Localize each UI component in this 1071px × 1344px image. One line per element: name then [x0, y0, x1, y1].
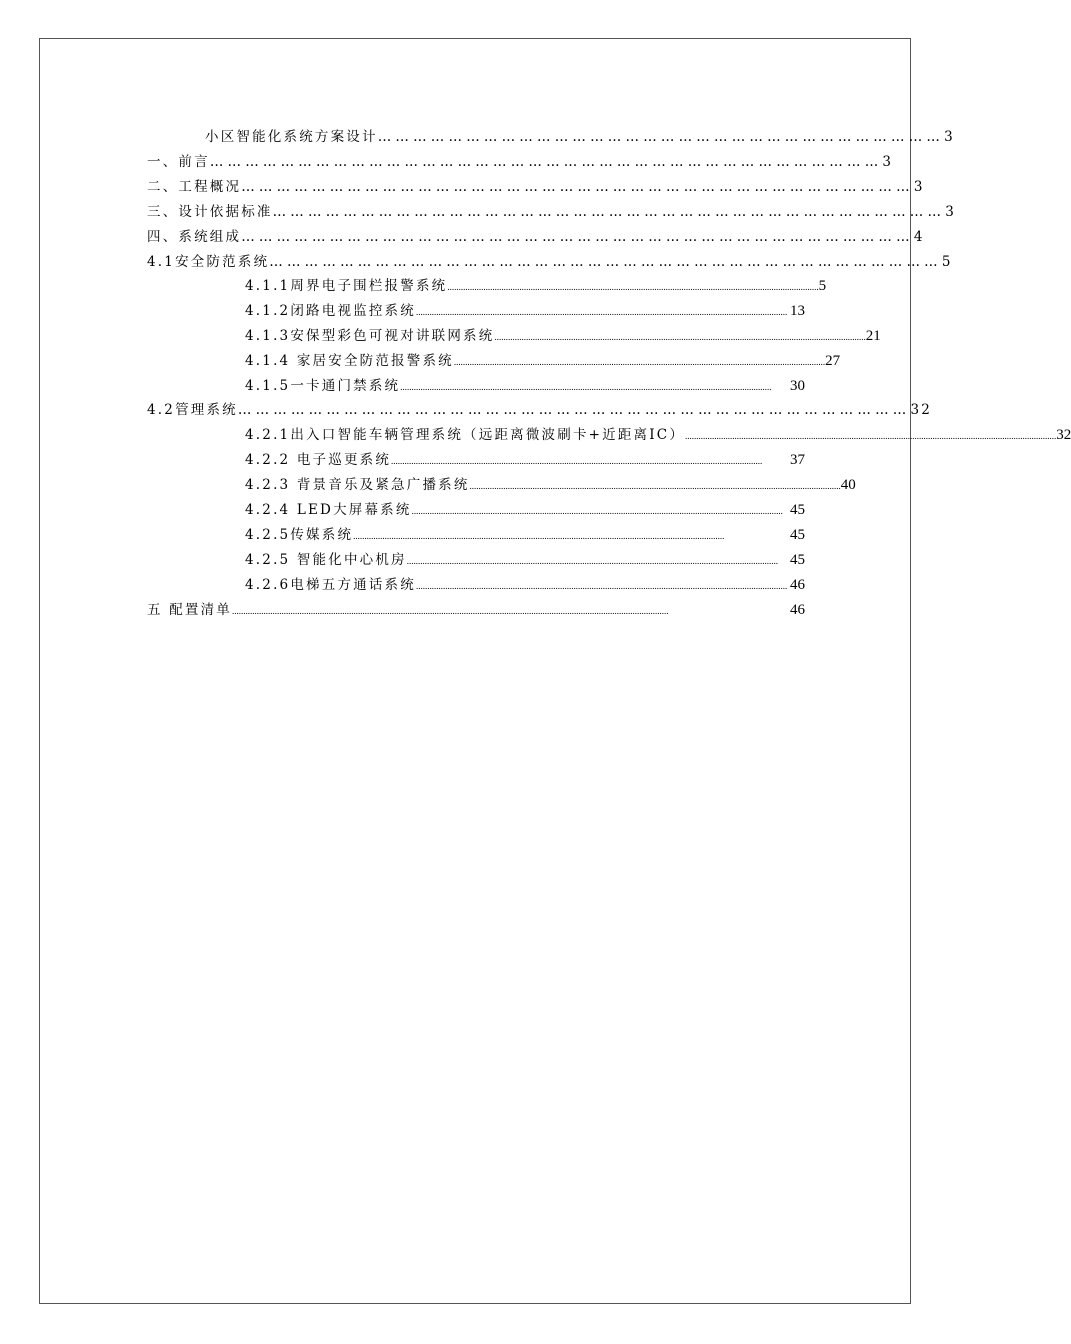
dot-leader: …………………………………………………………………………………………………… [269, 254, 942, 270]
toc-entry-page: 45 [790, 502, 805, 518]
dot-leader: …………………………………………………………………………………………………… [272, 204, 946, 220]
toc-entry-page: 45 [790, 527, 805, 543]
toc-entry-label: 4.1.2闭路电视监控系统 [245, 303, 416, 319]
toc-entry[interactable] [205, 126, 955, 148]
toc-entry-label: 4.2.2 电子巡更系统 [245, 452, 392, 468]
dot-leader: ..................................................................................................................................................................... [353, 531, 725, 541]
dot-leader: ..................................................................................................................................................................... [400, 382, 772, 392]
dot-leader: ..................................................................................................................................................................... [469, 481, 841, 491]
toc-entry-label: 五 配置清单 [147, 602, 232, 618]
toc-entry[interactable] [245, 275, 827, 297]
toc-entry-label: 4.1.1周界电子围栏报警系统 [245, 278, 448, 294]
toc-entry-page: 3 [944, 129, 955, 145]
dot-leader: …………………………………………………………………………………………………… [209, 154, 883, 170]
toc-entry-page: 46 [790, 602, 805, 618]
dot-leader: ..................................................................................................................................................................... [685, 431, 1057, 441]
toc-entry[interactable] [245, 375, 805, 397]
toc-entry[interactable] [147, 226, 925, 248]
dot-leader: ..................................................................................................................................................................... [453, 357, 826, 367]
dot-leader: ..................................................................................................................................................................... [415, 307, 788, 317]
dot-leader: .................................................................................................................................................................................................. [232, 606, 669, 616]
toc-entry-page: 46 [790, 577, 805, 593]
toc-entry-label: 四、系统组成 [147, 229, 242, 245]
dot-leader: …………………………………………………………………………………………………… [237, 402, 911, 418]
toc-entry-page: 32 [1056, 427, 1071, 443]
toc-entry[interactable] [147, 399, 933, 421]
toc-entry[interactable] [147, 201, 957, 223]
toc-entry-page: 5 [941, 254, 953, 270]
toc-entry-page: 27 [825, 353, 841, 369]
toc-entry-label: 小区智能化系统方案设计 [205, 129, 378, 145]
dot-leader: ..................................................................................................................................................................... [411, 506, 783, 516]
toc-entry-page: 40 [840, 477, 856, 493]
dot-leader: ..................................................................................................................................................................... [406, 556, 778, 566]
toc-entry-page: 13 [790, 303, 805, 319]
toc-entry[interactable] [245, 549, 805, 571]
toc-entry-label: 4.1.5一卡通门禁系统 [245, 378, 401, 394]
dot-leader: …………………………………………………………………………………………………… [241, 229, 914, 245]
toc-entry[interactable] [245, 449, 805, 471]
toc-entry-page: 37 [790, 452, 805, 468]
toc-entry-page: 3 [945, 204, 957, 220]
toc-entry-page: 5 [818, 278, 827, 294]
toc-entry-label: 4.1.4 家居安全防范报警系统 [245, 353, 454, 369]
toc-entry[interactable] [147, 151, 894, 173]
toc-entry-label: 4.2.6电梯五方通话系统 [245, 577, 416, 593]
toc-entry-page: 3 [913, 179, 925, 195]
dot-leader: ..................................................................................................................................................................... [391, 456, 763, 466]
toc-entry-page: 45 [790, 552, 805, 568]
toc-entry-label: 4.2.4 LED大屏幕系统 [245, 502, 412, 518]
toc-entry-page: 3 [882, 154, 894, 170]
toc-entry[interactable] [147, 251, 953, 273]
toc-entry[interactable] [245, 499, 805, 521]
toc-entry-label: 4.1安全防范系统 [147, 254, 270, 270]
toc-entry[interactable] [245, 574, 805, 596]
toc-entry[interactable] [245, 474, 856, 496]
toc-entry[interactable] [147, 176, 925, 198]
toc-entry[interactable] [245, 300, 805, 322]
toc-entry[interactable] [245, 350, 841, 372]
toc-entry-label: 4.1.3安保型彩色可视对讲联网系统 [245, 328, 495, 344]
toc-entry[interactable] [245, 325, 881, 347]
toc-entry-page: 21 [865, 328, 881, 344]
toc-entry-page: 4 [913, 229, 925, 245]
dot-leader: ..................................................................................................................................................................... [494, 332, 866, 342]
toc-entry-label: 4.2.3 背景音乐及紧急广播系统 [245, 477, 470, 493]
dot-leader: …………………………………………………………………………………………………… [241, 179, 914, 195]
toc-entry-label: 一、前言 [147, 154, 210, 170]
toc-entry-label: 二、工程概况 [147, 179, 242, 195]
toc-entry[interactable] [147, 599, 805, 621]
toc-entry-page: 32 [910, 402, 933, 418]
toc-entry-page: 30 [790, 378, 805, 394]
dot-leader: ..................................................................................................................................................................... [447, 282, 819, 292]
toc-entry-label: 三、设计依据标准 [147, 204, 273, 220]
toc-entry[interactable] [245, 424, 1071, 446]
toc-entry[interactable] [245, 524, 805, 546]
dot-leader: …………………………………………………………………………………… [377, 129, 945, 145]
dot-leader: ..................................................................................................................................................................... [415, 581, 788, 591]
toc-entry-label: 4.2.5传媒系统 [245, 527, 354, 543]
toc-entry-label: 4.2.5 智能化中心机房 [245, 552, 407, 568]
toc-entry-label: 4.2.1出入口智能车辆管理系统（远距离微波刷卡+近距离IC） [245, 427, 686, 443]
toc-entry-label: 4.2管理系统 [147, 402, 238, 418]
